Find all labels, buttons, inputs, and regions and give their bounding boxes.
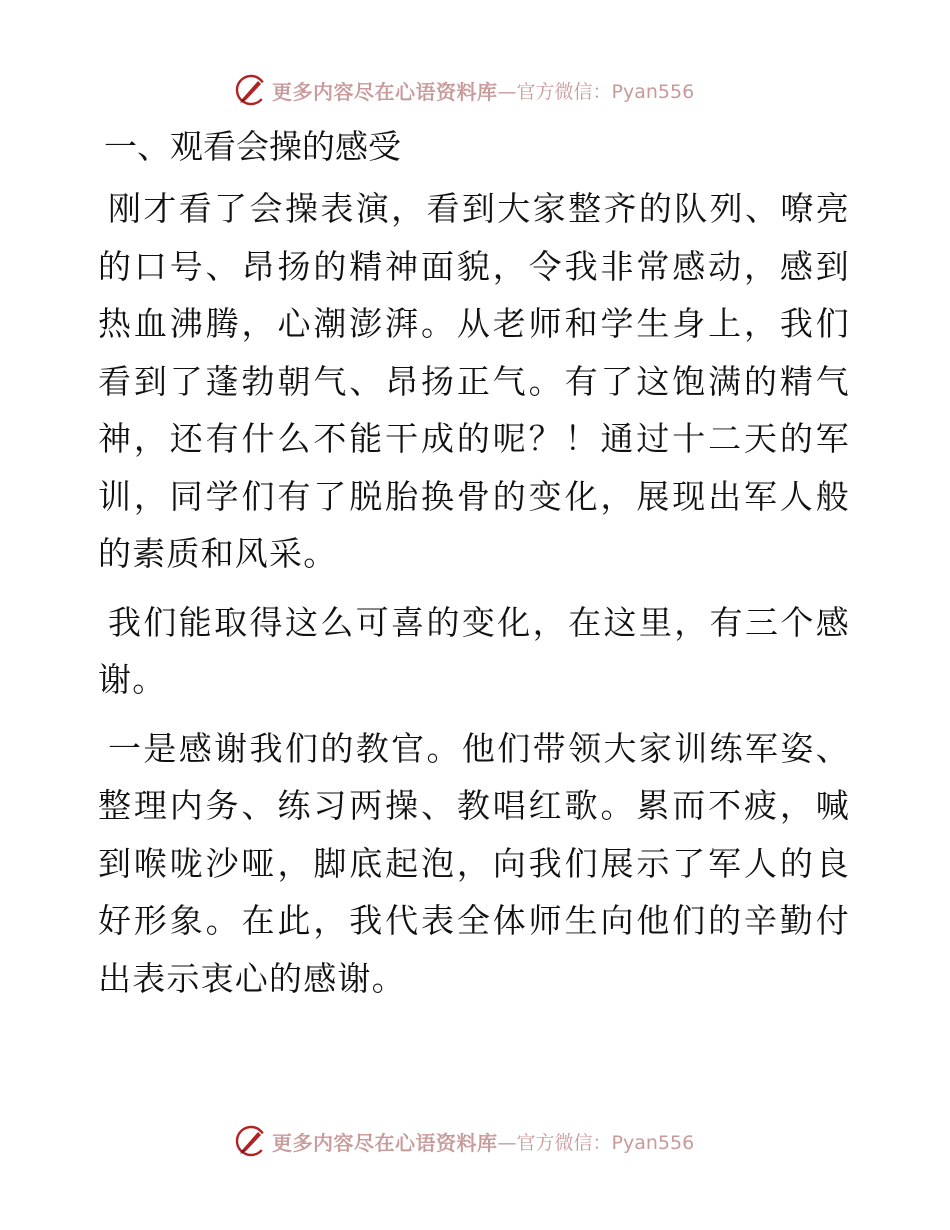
quill-in-circle-icon (234, 1124, 268, 1158)
quill-in-circle-icon (234, 73, 268, 107)
paragraph-1: 刚才看了会操表演，看到大家整齐的队列、嘹亮的口号、昂扬的精神面貌，令我非常感动，感到热血沸腾，心潮澎湃。从老师和学生身上，我们看到了蓬勃朝气、昂扬正气。有了这饱满的精气神，还有什么不能干成的呢？！通过十二天的军训，同学们有了脱胎换骨的变化，展现出军人般的素质和风采。 (98, 189, 850, 573)
paragraph-2: 我们能取得这么可喜的变化，在这里，有三个感谢。 (98, 602, 850, 699)
header-watermark-banner (234, 72, 694, 108)
banner-main-text: 更多内容尽在心语资料库 (272, 1130, 498, 1155)
banner-wechat-text: —官方微信：Pyan556 (497, 80, 695, 103)
paragraph-3: 一是感谢我们的教官。他们带领大家训练军姿、整理内务、练习两操、教唱红歌。累而不疲，喊到喉咙沙哑，脚底起泡，向我们展示了军人的良好形象。在此，我代表全体师生向他们的辛勤付出表示衷心的感谢。 (98, 728, 850, 998)
document-body (98, 118, 850, 1018)
banner-wechat-text: —官方微信：Pyan556 (497, 1131, 695, 1154)
footer-watermark-banner (234, 1123, 694, 1159)
section-heading: 一、观看会操的感受 (104, 127, 401, 166)
banner-main-text: 更多内容尽在心语资料库 (272, 79, 498, 104)
